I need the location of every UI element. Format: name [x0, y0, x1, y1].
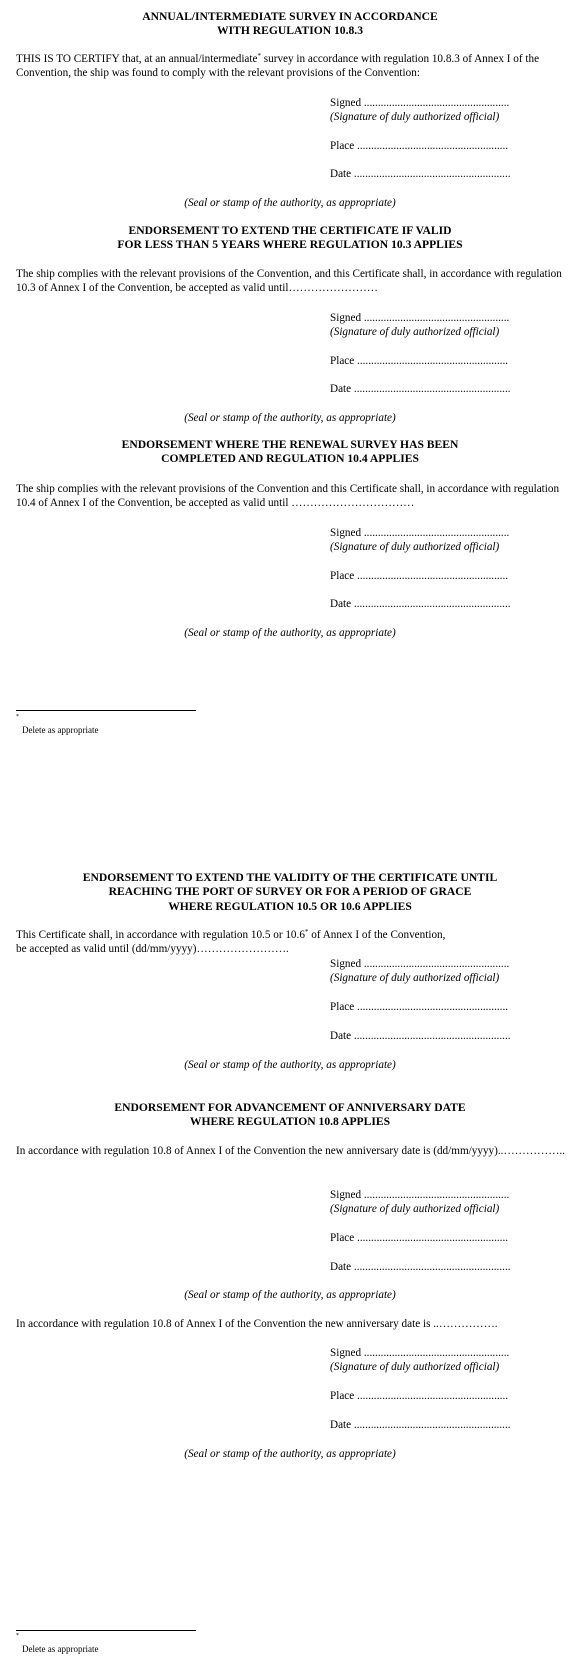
heading-line: ENDORSEMENT FOR ADVANCEMENT OF ANNIVERSARY DATE	[114, 1101, 466, 1114]
footnote-marker: *	[304, 928, 309, 936]
footnote	[16, 714, 98, 736]
date-line: Date ........................................................	[330, 383, 511, 395]
heading-line: FOR LESS THAN 5 YEARS WHERE REGULATION 10.3 APPLIES	[117, 238, 463, 252]
signed-line: Signed ....................................................	[330, 1189, 510, 1201]
footnote-marker: *	[257, 52, 261, 60]
text-part: This Certificate shall, in accordance with regulation 10.5 or 10.6	[16, 929, 305, 941]
footnote-marker: *	[16, 714, 19, 720]
annual-survey-heading	[16, 10, 564, 39]
place-line: Place ......................................................	[330, 1001, 509, 1013]
seal-note: (Seal or stamp of the authority, as appropriate)	[184, 412, 396, 424]
footnote-text: Delete as appropriate	[22, 1644, 99, 1654]
renewal-10-4-heading	[16, 438, 564, 467]
text-line: be accepted as valid until (dd/mm/yyyy)…………………….	[16, 943, 289, 956]
heading-line: WHERE REGULATION 10.5 OR 10.6 APPLIES	[168, 899, 412, 913]
signature-note: (Signature of duly authorized official)	[330, 1203, 500, 1215]
place-line: Place ......................................................	[330, 1232, 509, 1244]
place-line: Place ......................................................	[330, 570, 509, 582]
signed-line: Signed ....................................................	[330, 97, 510, 109]
heading-line: ANNUAL/INTERMEDIATE SURVEY IN ACCORDANCE	[142, 10, 438, 23]
footnote-text: Delete as appropriate	[22, 725, 99, 735]
renewal-10-4-text: The ship complies with the relevant provisions of the Convention and this Certificate shall, in accordance with regulation 10.4 of Annex I of the Convention, be accepted as valid until ……………………………	[16, 483, 560, 510]
date-line: Date ........................................................	[330, 1419, 511, 1431]
signature-note: (Signature of duly authorized official)	[330, 326, 500, 338]
anniversary-text-1: In accordance with regulation 10.8 of Annex I of the Convention the new anniversary date is (dd/mm/yyyy)..……………..	[16, 1145, 565, 1157]
seal-note: (Seal or stamp of the authority, as appropriate)	[184, 1059, 396, 1071]
extend-port-text	[16, 928, 566, 957]
date-line: Date ........................................................	[330, 168, 511, 180]
heading-line: REACHING THE PORT OF SURVEY OR FOR A PERIOD OF GRACE	[108, 885, 472, 899]
signature-note: (Signature of duly authorized official)	[330, 972, 500, 984]
date-line: Date ........................................................	[330, 598, 511, 610]
date-line: Date ........................................................	[330, 1030, 511, 1042]
footnote	[16, 1633, 98, 1655]
signature-note: (Signature of duly authorized official)	[330, 111, 500, 123]
anniversary-text-2: In accordance with regulation 10.8 of Annex I of the Convention the new anniversary date is ..…………….	[16, 1318, 498, 1330]
text-part: survey in accordance with regulation 10.8.3 of Annex I of the Convention, the ship was found to comply with the relevant provisions of the Convention:	[16, 53, 540, 80]
seal-note: (Seal or stamp of the authority, as appropriate)	[184, 197, 396, 209]
heading-line: ENDORSEMENT TO EXTEND THE CERTIFICATE IF VALID	[128, 224, 452, 237]
extend-port-heading	[16, 871, 564, 914]
date-line: Date ........................................................	[330, 1261, 511, 1273]
annual-survey-text	[16, 52, 566, 81]
place-line: Place ......................................................	[330, 1390, 509, 1402]
footnote-rule	[16, 1630, 196, 1631]
signed-line: Signed ....................................................	[330, 527, 510, 539]
signature-note: (Signature of duly authorized official)	[330, 1361, 500, 1373]
heading-line: WHERE REGULATION 10.8 APPLIES	[189, 1115, 391, 1129]
heading-line: WITH REGULATION 10.8.3	[216, 24, 363, 38]
text-part: of Annex I of the Convention,	[308, 929, 446, 941]
seal-note: (Seal or stamp of the authority, as appropriate)	[184, 1448, 396, 1460]
extend-10-3-text: The ship complies with the relevant provisions of the Convention, and this Certificate shall, in accordance with regulation 10.3 of Annex I of the Convention, be accepted as valid until……………………	[16, 268, 562, 295]
seal-note: (Seal or stamp of the authority, as appropriate)	[184, 1289, 396, 1301]
place-line: Place ......................................................	[330, 355, 509, 367]
anniversary-heading	[16, 1101, 564, 1130]
extend-10-3-heading	[16, 224, 564, 253]
heading-line: COMPLETED AND REGULATION 10.4 APPLIES	[161, 452, 419, 466]
signed-line: Signed ....................................................	[330, 312, 510, 324]
heading-line: ENDORSEMENT TO EXTEND THE VALIDITY OF THE CERTIFICATE UNTIL	[82, 871, 498, 884]
seal-note: (Seal or stamp of the authority, as appropriate)	[184, 627, 396, 639]
heading-line: ENDORSEMENT WHERE THE RENEWAL SURVEY HAS BEEN	[121, 438, 459, 451]
signed-line: Signed ....................................................	[330, 1347, 510, 1359]
signature-note: (Signature of duly authorized official)	[330, 541, 500, 553]
text-line	[16, 928, 566, 942]
footnote-rule	[16, 710, 196, 711]
text-part: THIS IS TO CERTIFY that, at an annual/intermediate	[16, 53, 258, 65]
footnote-marker: *	[16, 1633, 19, 1639]
signed-line: Signed ....................................................	[330, 958, 510, 970]
place-line: Place ......................................................	[330, 140, 509, 152]
